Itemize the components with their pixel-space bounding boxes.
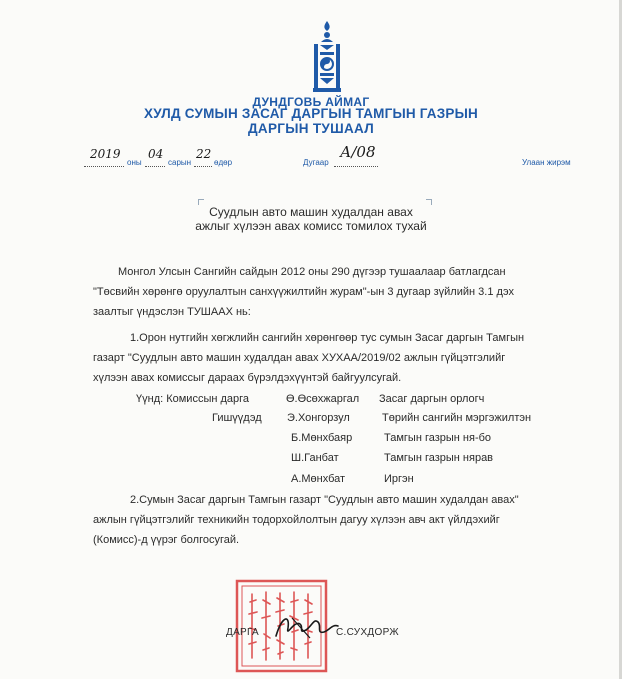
member-name: Э.Хонгорзул [287,412,350,424]
member-name: Б.Мөнхбаяр [291,432,353,444]
month-handwritten: 04 [148,147,164,161]
member-name: Ш.Ганбат [291,452,339,464]
member-title: Төрийн сангийн мэргэжилтэн [382,412,532,424]
number-handwritten: А/08 [340,143,376,161]
year-underline [84,166,124,167]
number-underline [334,166,378,167]
preamble-line-1: Монгол Улсын Сангийн сайдын 2012 оны 290 дүгээр тушаалаар батлагдсан [118,266,506,278]
item2-line-2: ажлын гүйцэтгэлийг техникийн тодорхойлолтын дагуу хүлээн авч акт үйлдэхийг [93,514,500,526]
item1-line-2: газарт "Суудлын авто машин худалдан авах ХУХАА/2019/02 ажлын гүйцэтгэлийг [93,352,506,364]
member-title: Иргэн [384,473,414,485]
signatory-name: С.СУХДОРЖ [336,627,399,638]
subject-line-2: ажлыг хүлээн авах комисс томилох тухай [195,219,427,233]
signatory-title: ДАРГА [226,627,260,638]
month-label: сарын [168,158,192,167]
place-label: Улаан жирэм [522,158,571,167]
member-name: А.Мөнхбат [291,473,346,485]
day-label: өдөр [214,158,233,167]
committee-lead-label: Үүнд: Комиссын дарга [136,393,250,405]
preamble-line-3: заалтыг үндэслэн ТУШААХ нь: [93,306,251,318]
dateline [0,143,622,167]
day-underline [194,166,212,167]
item1-line-3: хүлээн авах комиссыг дараах бүрэлдэхүүнтэй байгуулсугай. [93,372,402,384]
preamble-line-2: "Төсвийн хөрөнгө оруулалтын санхүүжилтийн журам"-ын 3 дугаар зүйлийн 3.1 дэх [93,286,515,298]
document-subject [0,205,622,233]
day-handwritten: 22 [196,147,212,161]
handwritten-signature [272,612,342,642]
member-title: Тамгын газрын нярав [384,452,494,464]
organization-heading: ХУЛД СУМЫН ЗАСАГ ДАРГЫН ТАМГЫН ГАЗРЫН [144,106,478,121]
committee-chair-name: Ө.Өсөхжаргал [286,393,360,405]
member-title: Тамгын газрын ня-бо [384,432,492,444]
item1-line-1: 1.Орон нутгийн хөгжлийн сангийн хөрөнгөөр тус сумын Засаг даргын Тамгын [130,332,525,344]
committee-chair-title: Засаг даргын орлогч [379,393,485,405]
year-label: оны [127,158,142,167]
number-label: Дугаар [303,158,329,167]
aimag-heading: ДУНДГОВЬ АЙМАГ [252,95,370,109]
soyombo-emblem-icon [312,20,342,94]
month-underline [145,166,165,167]
subject-line-1: Суудлын авто машин худалдан авах [209,205,413,219]
document-type-heading: ДАРГЫН ТУШААЛ [248,121,374,136]
item2-line-1: 2.Сумын Засаг даргын Тамгын газарт "Суудлын авто машин худалдан авах" [130,494,519,506]
item2-line-3: (Комисс)-д үүрэг болгосугай. [93,534,240,546]
committee-members-label: Гишүүдэд [212,412,262,424]
year-handwritten: 2019 [90,147,121,161]
